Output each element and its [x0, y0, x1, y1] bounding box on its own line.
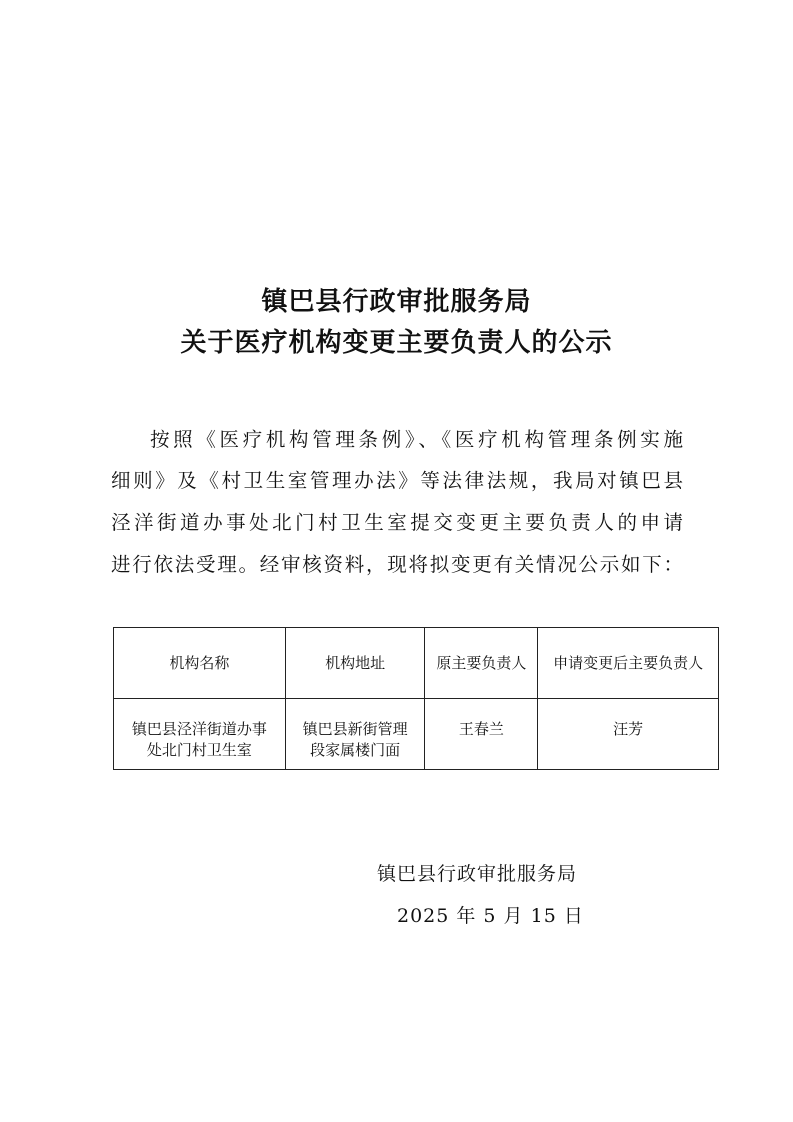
header-institution-address: 机构地址	[285, 628, 425, 699]
cell-institution-name	[114, 699, 286, 770]
cell-original-person: 王春兰	[425, 699, 538, 770]
cell-new-person: 汪芳	[538, 699, 719, 770]
header-institution-name: 机构名称	[114, 628, 286, 699]
body-paragraph-line-4: 进行依法受理。经审核资料，现将拟变更有关情况公示如下：	[111, 553, 683, 576]
table-row	[114, 699, 719, 770]
body-paragraph-line-2: 细则》及《村卫生室管理办法》等法律法规，我局对镇巴县	[111, 469, 683, 492]
body-paragraph-line-1: 按照《医疗机构管理条例》、《医疗机构管理条例实施	[150, 428, 683, 451]
cell-institution-name-line-1: 镇巴县泾洋街道办事	[131, 720, 267, 738]
cell-institution-address	[285, 699, 425, 770]
cell-institution-name-line-2: 处北门村卫生室	[146, 741, 252, 759]
body-paragraph-line-3: 泾洋街道办事处北门村卫生室提交变更主要负责人的申请	[111, 511, 683, 534]
table-header-row	[114, 628, 719, 699]
cell-institution-address-line-2: 段家属楼门面	[310, 741, 401, 759]
document-title-line-2: 关于医疗机构变更主要负责人的公示	[180, 328, 613, 358]
signature-organization: 镇巴县行政审批服务局	[377, 863, 578, 885]
document-title-line-1: 镇巴县行政审批服务局	[261, 287, 532, 317]
signature-date: 2025 年 5 月 15 日	[397, 905, 584, 927]
institution-change-table	[113, 627, 719, 770]
header-new-person: 申请变更后主要负责人	[538, 628, 719, 699]
header-original-person: 原主要负责人	[425, 628, 538, 699]
cell-institution-address-line-1: 镇巴县新街管理	[302, 720, 408, 738]
